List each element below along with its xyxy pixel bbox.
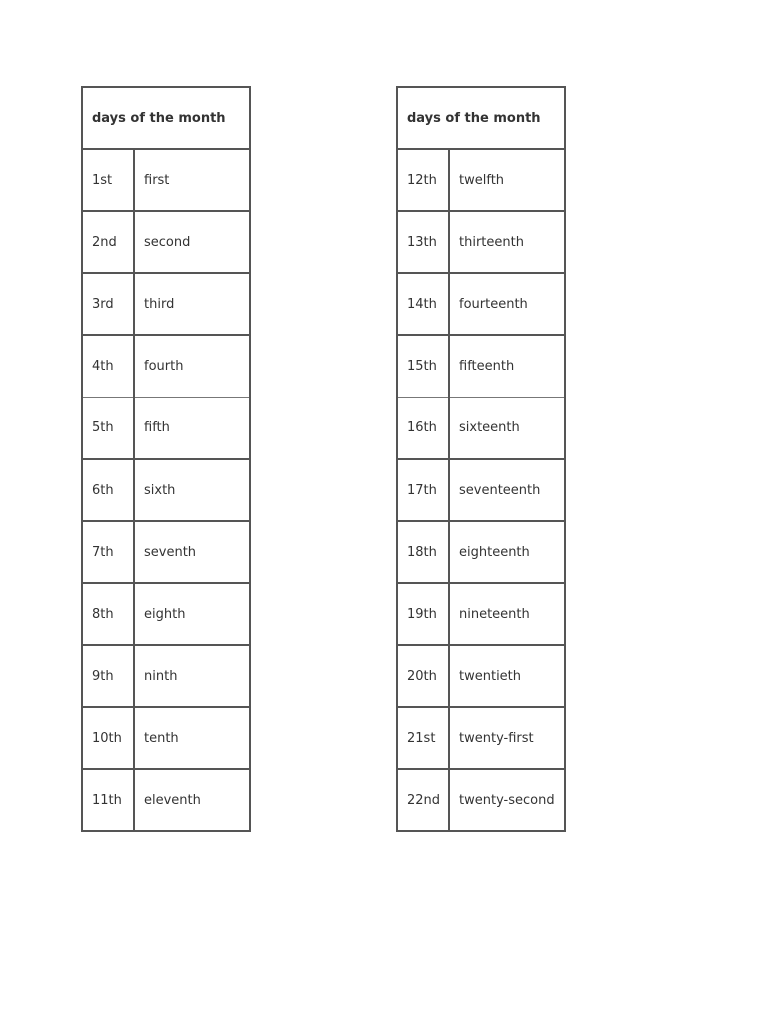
table-row — [82, 583, 250, 645]
ordinal-word: seventh — [134, 521, 250, 583]
table-row — [82, 769, 250, 831]
ordinal-word: ninth — [134, 645, 250, 707]
ordinal-number: 20th — [397, 645, 449, 707]
table-row — [397, 521, 565, 583]
table-header-row — [397, 87, 565, 149]
ordinal-word: eleventh — [134, 769, 250, 831]
ordinal-number: 16th — [397, 397, 449, 459]
ordinal-number: 22nd — [397, 769, 449, 831]
ordinal-word: fourth — [134, 335, 250, 397]
table-row — [397, 583, 565, 645]
table-row — [82, 211, 250, 273]
ordinal-number: 2nd — [82, 211, 134, 273]
table-row — [82, 521, 250, 583]
ordinal-word: sixth — [134, 459, 250, 521]
table-row — [82, 459, 250, 521]
ordinal-number: 19th — [397, 583, 449, 645]
ordinal-word: twenty-second — [449, 769, 565, 831]
table-row — [397, 335, 565, 397]
table-row — [82, 397, 250, 459]
ordinal-word: eighteenth — [449, 521, 565, 583]
ordinal-word: twenty-first — [449, 707, 565, 769]
ordinal-number: 14th — [397, 273, 449, 335]
ordinal-number: 11th — [82, 769, 134, 831]
ordinal-number: 3rd — [82, 273, 134, 335]
table-row — [82, 149, 250, 211]
ordinal-word: third — [134, 273, 250, 335]
ordinal-word: fourteenth — [449, 273, 565, 335]
ordinal-word: eighth — [134, 583, 250, 645]
ordinal-word: fifth — [134, 397, 250, 459]
ordinal-number: 10th — [82, 707, 134, 769]
ordinal-word: nineteenth — [449, 583, 565, 645]
ordinal-number: 6th — [82, 459, 134, 521]
table-header: days of the month — [82, 87, 250, 149]
ordinal-word: twentieth — [449, 645, 565, 707]
ordinal-number: 5th — [82, 397, 134, 459]
table-row — [397, 149, 565, 211]
ordinal-number: 1st — [82, 149, 134, 211]
table-header-row — [82, 87, 250, 149]
ordinal-word: sixteenth — [449, 397, 565, 459]
ordinal-number: 13th — [397, 211, 449, 273]
table-row — [397, 459, 565, 521]
ordinal-number: 12th — [397, 149, 449, 211]
table-row — [397, 707, 565, 769]
table-header: days of the month — [397, 87, 565, 149]
table-row — [397, 397, 565, 459]
ordinal-number: 7th — [82, 521, 134, 583]
ordinal-number: 15th — [397, 335, 449, 397]
days-table-left — [81, 86, 251, 832]
days-table-right — [396, 86, 566, 832]
ordinal-number: 21st — [397, 707, 449, 769]
table-row — [82, 273, 250, 335]
table-row — [397, 211, 565, 273]
ordinal-word: thirteenth — [449, 211, 565, 273]
ordinal-word: tenth — [134, 707, 250, 769]
table-row — [82, 645, 250, 707]
table-row — [397, 273, 565, 335]
ordinal-word: first — [134, 149, 250, 211]
ordinal-word: twelfth — [449, 149, 565, 211]
table-row — [82, 335, 250, 397]
table-row — [397, 645, 565, 707]
ordinal-number: 8th — [82, 583, 134, 645]
ordinal-word: seventeenth — [449, 459, 565, 521]
ordinal-number: 9th — [82, 645, 134, 707]
ordinal-number: 4th — [82, 335, 134, 397]
ordinal-word: fifteenth — [449, 335, 565, 397]
ordinal-number: 17th — [397, 459, 449, 521]
ordinal-word: second — [134, 211, 250, 273]
table-row — [397, 769, 565, 831]
table-row — [82, 707, 250, 769]
ordinal-number: 18th — [397, 521, 449, 583]
